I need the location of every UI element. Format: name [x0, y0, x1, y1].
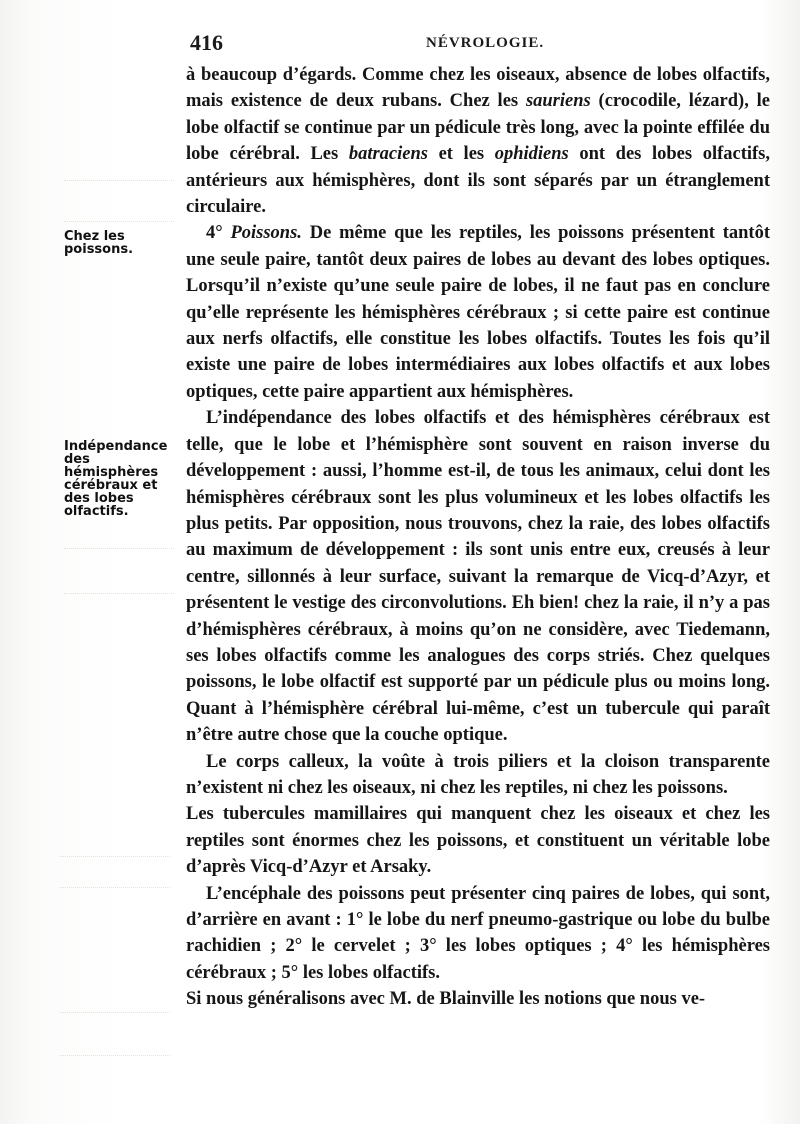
text-run: 4°: [206, 223, 231, 244]
bleed-through-mark: [60, 1012, 170, 1056]
paragraph: [186, 220, 770, 405]
bleed-through-mark: [60, 856, 170, 888]
italic-term: batraciens: [348, 144, 428, 165]
italic-term: sauriens: [525, 91, 591, 112]
text-run: Si nous généralisons avec M. de Blainville les notions que nous ve-: [186, 989, 706, 1010]
paragraph: [186, 801, 770, 880]
text-run: L’indépendance des lobes olfactifs et des hémisphères cérébraux est telle, que le lobe et l’hémisphère sont souvent en raison inverse du développement : aussi, l’homme est-il, de tous les animaux, celui dont les hémisphères cérébraux sont les plus volumineux et les lobes olfactifs les plus petits. Par opposition, nous trouvons, chez la raie, des lobes olfactifs au maximum de développement : ils sont unis entre eux, creusés à leur centre, sillonnés à leur surface, suivant la remarque de Vicq-d’Azyr, et présentent le vestige des circonvolutions. Eh bien! chez la raie, il n’y a pas d’hémisphères cérébraux, à moins qu’on ne considère, avec Tiedemann, ses lobes olfactifs comme les analogues des corps striés. Chez quelques poissons, le lobe olfactif est supporté par un pédicule plus ou moins long. Quant à l’hémisphère cérébral lui-même, c’est un tubercule qui paraît n’être autre chose que la couche optique.: [186, 408, 770, 746]
text-run: à beaucoup d’égards. Comme chez les oiseaux, absence de lobes olfactifs, mais existence de deux rubans. Chez les: [186, 65, 770, 112]
text-run: et les: [427, 144, 495, 165]
italic-term: Poissons.: [230, 223, 302, 244]
italic-term: ophidiens: [494, 144, 569, 165]
paragraph: [186, 405, 770, 748]
text-run: Les tubercules mamillaires qui manquent chez les oiseaux et chez les reptiles sont énormes chez les poissons, et constituent un véritable lobe d’après Vicq-d’Azyr et Arsaky.: [186, 804, 770, 878]
paragraph: [186, 986, 770, 1012]
bleed-through-mark: [64, 548, 174, 594]
margin-note-independance: Indépendance des hémisphères cérébraux et des lobes olfactifs.: [64, 439, 168, 519]
page-number: 416: [190, 30, 223, 55]
text-run: ont des lobes olfactifs, antérieurs aux hémisphères, dont ils sont séparés par un étranglement circulaire.: [186, 144, 770, 218]
text-run: Le corps calleux, la voûte à trois piliers et la cloison transparente n’existent ni chez les oiseaux, ni chez les reptiles, ni chez les poissons.: [186, 751, 770, 798]
bleed-through-mark: [64, 180, 174, 222]
page-header: [186, 30, 771, 54]
margin-note-poissons: Chez les poissons.: [64, 229, 134, 257]
paragraph: [186, 749, 770, 802]
paragraph: [186, 62, 770, 220]
body-text: [186, 62, 770, 1013]
text-run: L’encéphale des poissons peut présenter cinq paires de lobes, qui sont, d’arrière en avant : 1° le lobe du nerf pneumo-gastrique ou lobe du bulbe rachidien ; 2° le cervelet ; 3° les lobes optiques ; 4° les hémisphères cérébraux ; 5° les lobes olfactifs.: [186, 883, 770, 983]
paragraph: [186, 881, 770, 987]
running-title: NÉVROLOGIE.: [426, 35, 545, 51]
text-run: De même que les reptiles, les poissons présentent tantôt une seule paire, tantôt deux paires de lobes au devant des lobes optiques. Lorsqu’il n’existe qu’une seule paire de lobes, il ne faut pas en conclure qu’elle représente les hémisphères cérébraux ; si cette paire est continue aux nerfs olfactifs, elle constitue les lobes olfactifs. Toutes les fois qu’il existe une paire de lobes intermédiaires aux lobes olfactifs et aux lobes optiques, cette paire appartient aux hémisphères.: [186, 223, 770, 402]
text-run: (crocodile, lézard), le lobe olfactif se continue par un pédicule très long, avec la pointe effilée du lobe cérébral. Les: [186, 91, 770, 165]
